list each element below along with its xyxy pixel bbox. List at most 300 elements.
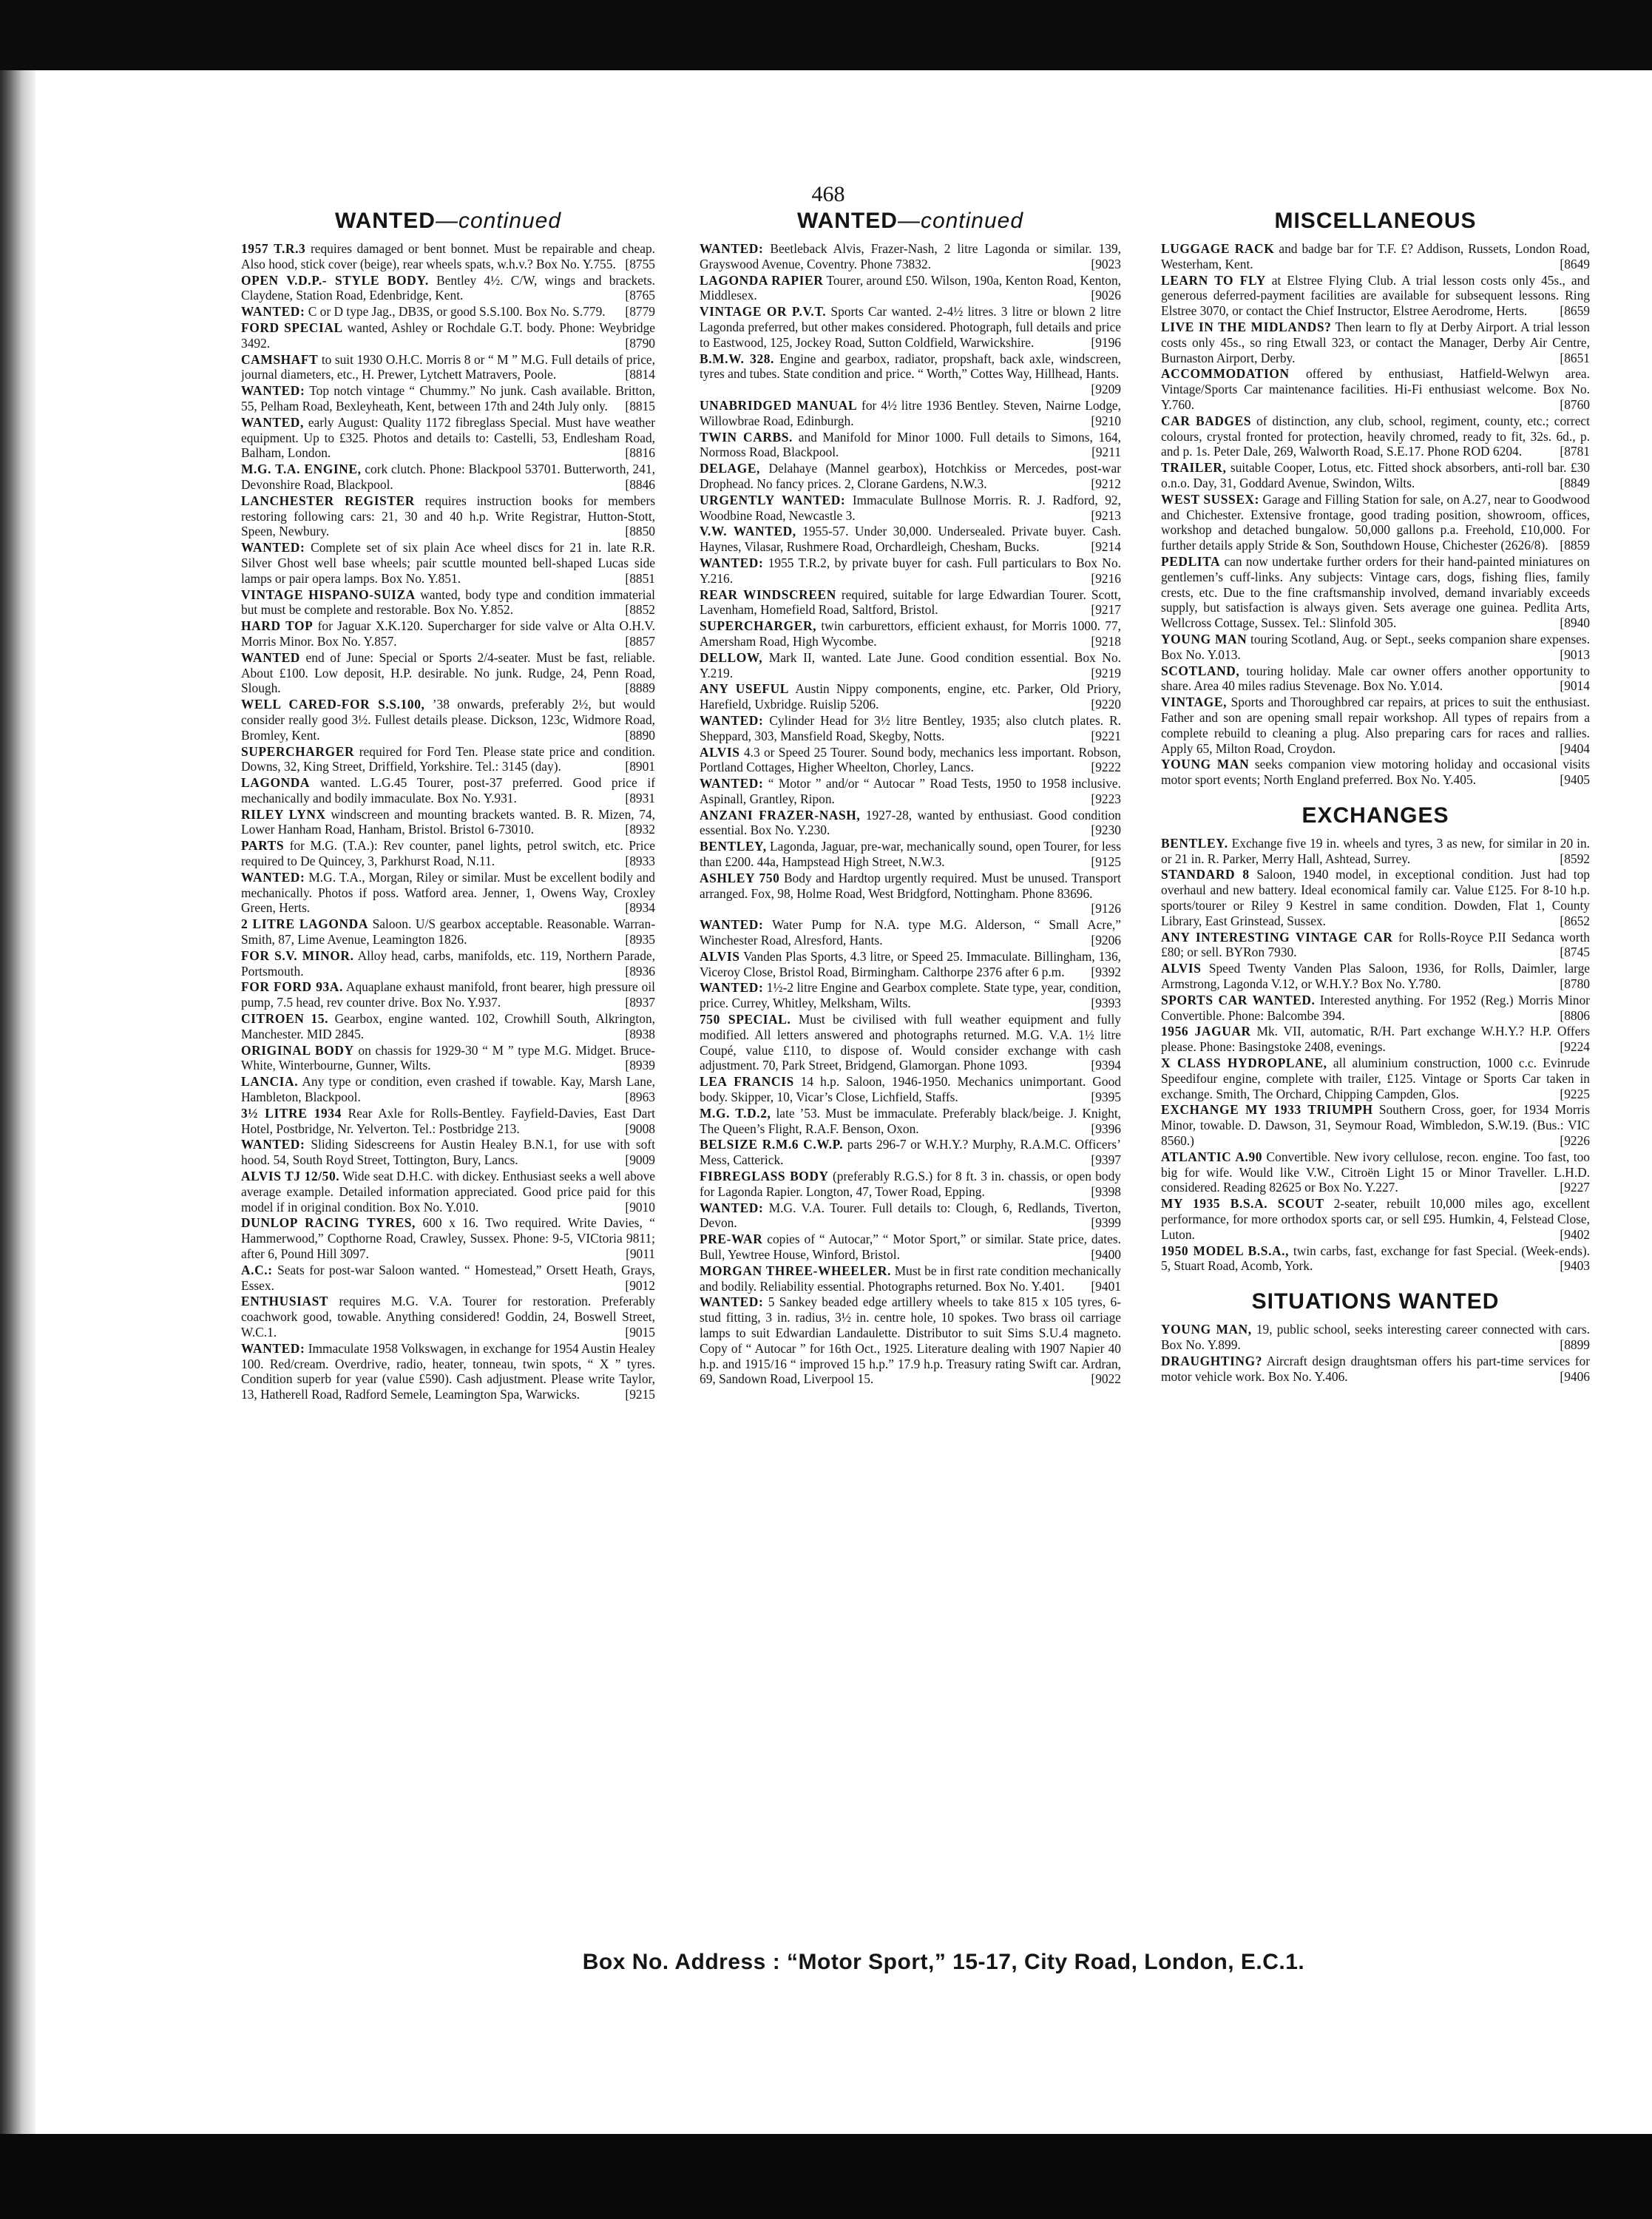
ad-keyword: SUPERCHARGER, [700, 618, 817, 634]
ad-keyword: LANCIA. [241, 1074, 299, 1090]
classified-ad [700, 1294, 1121, 1387]
ad-reference-number: [9010 [625, 1199, 655, 1215]
ad-keyword: TWIN CARBS. [700, 429, 793, 445]
classified-ad [700, 618, 1121, 649]
classified-ad [241, 587, 655, 618]
ad-reference-number: [9125 [1091, 854, 1121, 870]
ad-text: cork clutch. Phone: Blackpool 53701. Butterworth, 241, Devonshire Road, Blackpool. [241, 462, 655, 492]
ad-reference-number: [8938 [625, 1026, 655, 1041]
classified-ad [1161, 1102, 1590, 1148]
classified-ad [1161, 993, 1590, 1024]
ad-text: Complete set of six plain Ace wheel discs for 21 in. late R.R. Silver Ghost well base wheels; pair scuttle mounted bell-shaped Lucas side lamps or pair opera lamps. Box No. Y.851. [241, 540, 655, 586]
ad-text: wanted, body type and condition immaterial but must be complete and restorable. Box No. Y.852. [241, 587, 655, 618]
classified-ad [1161, 663, 1590, 695]
column-wanted-continued-left [241, 207, 655, 1939]
ad-keyword: FOR S.V. MINOR. [241, 948, 354, 963]
ad-reference-number: [8852 [625, 602, 655, 618]
classified-ad [241, 650, 655, 696]
ad-keyword: ANY INTERESTING VINTAGE CAR [1161, 929, 1393, 945]
ad-reference-number: [8936 [625, 963, 655, 979]
ad-text: requires instruction books for members restoring following cars: 21, 30 and 40 h.p. Write Registrar, Hutton-Stott, Speen, Newbury. [241, 493, 655, 539]
ad-reference-number: [9400 [1091, 1247, 1121, 1262]
ad-text: on chassis for 1929-30 “ M ” type M.G. Midget. Bruce-White, Winterbourne, Gunner, Wilts. [241, 1042, 655, 1073]
classified-ad [241, 838, 655, 869]
ad-text: touring holiday. Male car owner offers another opportunity to share. Area 40 miles radius Stevenage. Box No. Y.014. [1161, 663, 1590, 694]
classified-ad [700, 351, 1121, 397]
scan-bottom-border [0, 2134, 1652, 2219]
ad-keyword: OPEN V.D.P.- STYLE BODY. [241, 272, 429, 288]
ad-reference-number: [9225 [1560, 1086, 1590, 1101]
classified-ad [700, 949, 1121, 980]
ad-reference-number: [9196 [1091, 334, 1121, 350]
ad-text: parts 296-7 or W.H.Y.? Murphy, R.A.M.C. Officers’ Mess, Catterick. [700, 1137, 1121, 1168]
ad-keyword: FORD SPECIAL [241, 320, 343, 335]
ad-list [1161, 241, 1590, 788]
ad-reference-number: [8755 [625, 256, 655, 271]
classified-ad [1161, 273, 1590, 319]
section-heading-exchanges: EXCHANGES [1301, 803, 1449, 828]
ad-reference-number: [8781 [1560, 444, 1590, 459]
classified-ad [241, 979, 655, 1010]
ad-reference-number: [8806 [1560, 1007, 1590, 1023]
classified-ad [241, 916, 655, 948]
ad-keyword: ASHLEY 750 [700, 870, 780, 885]
ad-text: Water Pump for N.A. type M.G. Alderson, “ Small Acre,” Winchester Road, Alresford, Hants. [700, 917, 1121, 948]
classified-ad [241, 1011, 655, 1042]
ad-keyword: CAMSHAFT [241, 351, 319, 367]
ad-keyword: WANTED: [241, 540, 305, 555]
ad-text: Must be in first rate condition mechanically and bodily. Reliability essential. Photographs returned. Box No. Y.401. [700, 1263, 1121, 1294]
classified-ad [241, 540, 655, 586]
ad-text: offered by enthusiast, Hatfield-Welwyn area. Vintage/Sports Car maintenance facilities. Hi-Fi enthusiast welcome. Box No. Y.760. [1161, 366, 1590, 412]
ad-reference-number: [8901 [625, 759, 655, 774]
ad-text: early August: Quality 1172 fibreglass Special. Must have weather equipment. Up to £325. Photos and details to: Castelli, 53, Endlesham Road, Balham, London. [241, 414, 655, 461]
classified-ad [700, 745, 1121, 776]
ad-keyword: WANTED, [241, 414, 304, 430]
ad-text: seeks companion view motoring holiday and occasional visits motor sport events; North England preferred. Box No. Y.405. [1161, 757, 1590, 788]
classified-ad [1161, 632, 1590, 663]
ad-text: requires damaged or bent bonnet. Must be repairable and cheap. Also hood, stick cover (beige), rear wheels spats, w.h.v.? Box No. Y.755. [241, 241, 655, 271]
ad-keyword: BELSIZE R.M.6 C.W.P. [700, 1137, 844, 1152]
ad-keyword: ALVIS TJ 12/50. [241, 1169, 340, 1184]
ad-keyword: LUGGAGE RACK [1161, 241, 1275, 256]
ad-keyword: WANTED: [700, 241, 764, 256]
ad-reference-number: [8933 [625, 854, 655, 869]
classified-ad [1161, 241, 1590, 272]
ad-keyword: REAR WINDSCREEN [700, 587, 836, 602]
ad-keyword: ACCOMMODATION [1161, 366, 1290, 382]
classified-ad [241, 462, 655, 493]
ad-reference-number: [8659 [1560, 303, 1590, 319]
ad-keyword: LEARN TO FLY [1161, 272, 1266, 288]
ad-text: Bentley 4½. C/W, wings and brackets. Claydene, Station Road, Edenbridge, Kent. [241, 272, 655, 303]
classified-ad [1161, 366, 1590, 412]
ad-text: Wide seat D.H.C. with dickey. Enthusiast seeks a well above average example. Detailed information appreciated. Good price paid for this model if in original condition. Box No. Y.010. [241, 1169, 655, 1215]
ad-keyword: VINTAGE, [1161, 695, 1228, 710]
classified-ad [241, 1294, 655, 1340]
ad-reference-number: [9395 [1091, 1090, 1121, 1105]
ad-text: for 4½ litre 1936 Bentley. Steven, Nairne Lodge, Willowbrae Road, Edinburgh. [700, 397, 1121, 428]
classified-ad [700, 1012, 1121, 1073]
classified-ad [700, 681, 1121, 712]
ad-keyword: 3½ LITRE 1934 [241, 1105, 342, 1121]
ad-keyword: DELLOW, [700, 649, 763, 665]
ad-reference-number: [8899 [1560, 1337, 1590, 1352]
ad-reference-number: [9008 [625, 1121, 655, 1136]
ad-text: Lagonda, Jaguar, pre-war, mechanically sound, open Tourer, for less than £200. 44a, Hampstead High Street, N.W.3. [700, 839, 1121, 870]
ad-text: 600 x 16. Two required. Write Davies, “ Hammerwood,” Copthorne Road, Crawley, Sussex. Phone: 9-5, VICtoria 9811; after 6, Pound Hill 3097. [241, 1215, 655, 1261]
ad-reference-number: [9396 [1091, 1121, 1121, 1136]
classified-ad [1161, 836, 1590, 867]
ad-reference-number: [8939 [625, 1058, 655, 1073]
ad-keyword: LAGONDA RAPIER [700, 272, 824, 288]
ad-reference-number: [8790 [625, 335, 655, 351]
ad-text: Mark II, wanted. Late June. Good condition essential. Box No. Y.219. [700, 649, 1121, 680]
classified-ad [700, 917, 1121, 948]
ad-text: ’38 onwards, preferably 2½, but would consider really good 3½. Fullest details please. Dickson, 123c, Widmore Road, Bromley, Kent. [241, 697, 655, 743]
classified-ad [1161, 492, 1590, 553]
ad-keyword: YOUNG MAN, [1161, 1322, 1252, 1337]
ad-text: Saloon. U/S gearbox acceptable. Reasonable. Warran-Smith, 87, Lime Avenue, Leamington 1826. [241, 916, 655, 948]
ad-text: Mk. VII, automatic, R/H. Part exchange W.H.Y.? H.P. Offers please. Phone: Basingstoke 2408, evenings. [1161, 1024, 1590, 1055]
ad-keyword: PARTS [241, 838, 285, 854]
classified-ad [241, 1215, 655, 1261]
ad-text: Any type or condition, even crashed if towable. Kay, Marsh Lane, Hambleton, Blackpool. [241, 1074, 655, 1105]
ad-reference-number: [9397 [1091, 1152, 1121, 1168]
ad-keyword: ANZANI FRAZER-NASH, [700, 807, 861, 823]
ad-reference-number: [9026 [1091, 288, 1121, 303]
ad-keyword: X CLASS HYDROPLANE, [1161, 1056, 1327, 1071]
ad-text: Garage and Filling Station for sale, on A.27, near to Goodwood and Chichester. Extensive frontage, good trading position, showroom, offices, workshop and detached bungalow. 50,000 gallons p.a. Freehold, £10,000. For further details apply Stride & Son, Southdown House, Chichester (2626/8). [1161, 491, 1590, 553]
ad-text: wanted. L.G.45 Tourer, post-37 preferred. Good price if mechanically and bodily immaculate. Box No. Y.931. [241, 775, 655, 805]
ad-keyword: V.W. WANTED, [700, 524, 796, 539]
ad-list [1161, 1322, 1590, 1384]
classified-ad [1161, 460, 1590, 491]
ad-list [1161, 836, 1590, 1274]
ad-keyword: WANTED: [700, 1294, 764, 1310]
classified-ad [241, 1263, 655, 1294]
ad-reference-number: [9023 [1091, 256, 1121, 271]
classified-ad [1161, 1149, 1590, 1195]
classified-ad [1161, 695, 1590, 756]
ad-reference-number: [9022 [1091, 1371, 1121, 1387]
ad-text: windscreen and mounting brackets wanted. B. R. Mizen, 74, Lower Hanham Road, Hanham, Bristol. Bristol 6-73010. [241, 806, 655, 837]
ad-reference-number: [8745 [1560, 945, 1590, 960]
ad-text: and Manifold for Minor 1000. Full details to Simons, 164, Normoss Road, Blackpool. [700, 429, 1121, 460]
ad-reference-number: [9126 [1091, 901, 1121, 916]
ad-keyword: VINTAGE HISPANO-SUIZA [241, 587, 416, 602]
ad-text: and badge bar for T.F. £? Addison, Russets, London Road, Westerham, Kent. [1161, 241, 1590, 271]
ad-reference-number: [9392 [1091, 964, 1121, 979]
ad-text: for M.G. (T.A.): Rev counter, panel lights, petrol switch, etc. Price required to De Quincey, 3, Parkhurst Road, N.11. [241, 838, 655, 869]
ad-reference-number: [9223 [1091, 791, 1121, 806]
ad-keyword: ALVIS [700, 744, 740, 760]
ad-keyword: WELL CARED-FOR S.S.100, [241, 697, 425, 712]
ad-reference-number: [8890 [625, 727, 655, 743]
ad-text: wanted, Ashley or Rochdale G.T. body. Phone: Weybridge 3492. [241, 320, 655, 351]
classified-ad [1161, 1196, 1590, 1242]
ad-keyword: LIVE IN THE MIDLANDS? [1161, 319, 1332, 334]
ad-keyword: LAGONDA [241, 775, 311, 791]
classified-ad [241, 304, 655, 320]
ad-text: Body and Hardtop urgently required. Must be unused. Transport arranged. Fox, 98, Holme Road, West Bridgford, Nottingham. Phone 83696. [700, 870, 1121, 901]
ad-keyword: BENTLEY. [1161, 835, 1228, 851]
ad-text: 1927-28, wanted by enthusiast. Good condition essential. Box No. Y.230. [700, 807, 1121, 838]
ad-keyword: WANTED: [700, 1200, 764, 1215]
classified-ad [241, 870, 655, 916]
classified-ad [700, 650, 1121, 681]
ad-text: Sliding Sidescreens for Austin Healey B.N.1, for use with soft hood. 54, South Royd Street, Tottington, Bury, Lancs. [241, 1137, 655, 1168]
ad-keyword: ORIGINAL BODY [241, 1042, 354, 1058]
ad-text: Interested anything. For 1952 (Reg.) Morris Minor Convertible. Phone: Balcombe 394. [1161, 992, 1590, 1023]
ad-text: copies of “ Autocar,” “ Motor Sport,” or similar. State price, dates. Bull, Yewtree House, Winford, Bristol. [700, 1232, 1121, 1262]
ad-keyword: LEA FRANCIS [700, 1074, 794, 1090]
ad-text: 1955-57. Under 30,000. Undersealed. Private buyer. Cash. Haynes, Vilasar, Rushmere Road, Orchardleigh, Chesham, Bucks. [700, 524, 1121, 555]
ad-keyword: BENTLEY, [700, 839, 767, 854]
ad-text: Beetleback Alvis, Frazer-Nash, 2 litre Lagonda or similar. 139, Grayswood Avenue, Coventry. Phone 73832. [700, 241, 1121, 271]
classified-ad [1161, 413, 1590, 459]
ad-list [700, 241, 1121, 1387]
classified-ad [241, 352, 655, 383]
ad-text: Convertible. New ivory cellulose, recon. engine. Too fast, too big for wife. Would like V.W., Citroën Light 15 or Minor Traveller. L.H.D. considered. Reading 82625 or Box No. Y.227. [1161, 1149, 1590, 1195]
ad-reference-number: [8780 [1560, 976, 1590, 992]
ad-text: Gearbox, engine wanted. 102, Crowhill South, Alkrington, Manchester. MID 2845. [241, 1011, 655, 1041]
ad-keyword: SCOTLAND, [1161, 663, 1240, 678]
ad-reference-number: [9393 [1091, 996, 1121, 1011]
ad-reference-number: [8935 [625, 932, 655, 948]
ad-text: end of June: Special or Sports 2/4-seater. Must be fast, reliable. About £100. Low deposit, H.P. desirable. No junk. Rudge, 24, Penn Road, Slough. [241, 649, 655, 696]
ad-reference-number: [9013 [1560, 646, 1590, 662]
ad-keyword: M.G. T.A. ENGINE, [241, 462, 362, 477]
classified-ad [700, 241, 1121, 272]
classified-ad [1161, 1322, 1590, 1353]
classified-ad [700, 304, 1121, 350]
ad-reference-number: [9220 [1091, 697, 1121, 712]
ad-keyword: 1956 JAGUAR [1161, 1024, 1251, 1039]
ad-text: Saloon, 1940 model, in exceptional condition. Just had top overhaul and new battery. Ideal economical family car. Value £125. For 8-10 h.p. sports/tourer or Riley 9 Kestrel in same condition. Dowden, Flat 1, County Library, East Grinstead, Sussex. [1161, 867, 1590, 928]
classified-ad [241, 1074, 655, 1105]
ad-keyword: DUNLOP RACING TYRES, [241, 1215, 416, 1231]
ad-text: C or D type Jag., DB3S, or good S.S.100. Box No. S.779. [308, 304, 606, 320]
ad-keyword: ALVIS [700, 948, 740, 964]
ad-keyword: FIBREGLASS BODY [700, 1169, 829, 1184]
classified-ad [700, 980, 1121, 1011]
ad-text: Tourer, around £50. Wilson, 190a, Kenton Road, Kenton, Middlesex. [700, 272, 1121, 303]
ad-keyword: RILEY LYNX [241, 806, 326, 822]
ad-keyword: A.C.: [241, 1262, 273, 1277]
ad-text: suitable Cooper, Lotus, etc. Fitted shock absorbers, anti-roll bar. £30 o.n.o. Day, 31, Goddard Avenue, Swindon, Wilts. [1161, 460, 1590, 490]
classified-ad [700, 871, 1121, 916]
ad-text: Alloy head, carbs, manifolds, etc. 119, Northern Parade, Portsmouth. [241, 948, 655, 979]
ad-reference-number: [8849 [1560, 475, 1590, 490]
ad-keyword: STANDARD 8 [1161, 867, 1250, 882]
ad-reference-number: [8963 [625, 1090, 655, 1105]
classified-ad [700, 493, 1121, 524]
ad-keyword: PEDLITA [1161, 553, 1221, 569]
ad-text: 1½-2 litre Engine and Gearbox complete. State type, year, condition, price. Currey, Whitley, Melksham, Wilts. [700, 980, 1121, 1011]
ad-keyword: WANTED: [241, 304, 305, 320]
classified-ad [1161, 1243, 1590, 1274]
ad-text: late ’53. Must be immaculate. Preferably black/beige. J. Knight, The Queen’s Flight, R.A.F. Benson, Oxon. [700, 1105, 1121, 1136]
ad-reference-number: [8816 [625, 445, 655, 461]
ad-keyword: 750 SPECIAL. [700, 1012, 791, 1027]
ad-reference-number: [8889 [625, 680, 655, 696]
ad-reference-number: [8932 [625, 822, 655, 837]
ad-reference-number: [9014 [1560, 678, 1590, 694]
ad-keyword: PRE-WAR [700, 1232, 763, 1247]
ad-list [241, 241, 655, 1402]
ad-reference-number: [8760 [1560, 396, 1590, 412]
classified-ad [241, 1169, 655, 1215]
ad-text: Aquaplane exhaust manifold, front bearer, high pressure oil pump, 7.5 head, rev counter drive. Box No. Y.937. [241, 979, 655, 1010]
ad-reference-number: [8592 [1560, 851, 1590, 866]
classified-ad [241, 807, 655, 838]
classified-ad [700, 1263, 1121, 1294]
classified-ad [241, 1341, 655, 1402]
ad-keyword: MY 1935 B.S.A. SCOUT [1161, 1196, 1324, 1212]
ad-text: Speed Twenty Vanden Plas Saloon, 1936, for Rolls, Daimler, large Armstrong, Lagonda V.12, or W.H.Y.? Box No. Y.780. [1161, 961, 1590, 992]
ad-reference-number: [9217 [1091, 602, 1121, 618]
classified-ad [700, 1074, 1121, 1105]
classified-ad [241, 1137, 655, 1168]
ad-reference-number: [8934 [625, 900, 655, 916]
classified-ad [700, 1169, 1121, 1200]
ad-keyword: FOR FORD 93A. [241, 979, 343, 995]
ad-keyword: ANY USEFUL [700, 681, 789, 697]
section-heading-miscellaneous: MISCELLANEOUS [1274, 209, 1477, 233]
ad-text: can now undertake further orders for their hand-painted miniatures on gentlemen’s cuff-links. Any subjects: Vintage cars, dogs, fishing flies, family crests, etc. Due to the fine craftsmanship involved, demand invariably exceeds supply, but satisfaction is always given. Sets average one guinea. Pedlita Arts, Wellcross Cottage, Sussex. Tel.: Slinfold 305. [1161, 553, 1590, 631]
classified-ad [241, 697, 655, 743]
ad-text: at Elstree Flying Club. A trial lesson costs only 45s., and generous deferred-payment facilities are available for subsequent lessons. Ring Elstree 3070, or contact the Chief Instructor, Elstree Aerodrome, Herts. [1161, 272, 1590, 319]
classified-ad [700, 273, 1121, 304]
classified-ad [241, 1043, 655, 1074]
ad-keyword: M.G. T.D.2, [700, 1105, 771, 1121]
ad-keyword: VINTAGE OR P.V.T. [700, 304, 827, 320]
classified-ad [241, 273, 655, 304]
classified-ad [700, 398, 1121, 429]
ad-keyword: 1957 T.R.3 [241, 241, 306, 256]
column-classifieds-right [1161, 207, 1590, 1939]
ad-reference-number: [8765 [625, 288, 655, 303]
classified-ad [241, 1106, 655, 1137]
classified-ad [241, 493, 655, 539]
classified-ad [241, 948, 655, 979]
classified-ad [700, 1200, 1121, 1232]
classified-ad [1161, 1354, 1590, 1385]
box-number-address-footer: Box No. Address : “Motor Sport,” 15-17, City Road, London, E.C.1. [582, 1950, 1305, 1974]
ad-reference-number: [8850 [625, 524, 655, 539]
ad-text: Austin Nippy components, engine, etc. Parker, Old Priory, Harefield, Uxbridge. Ruislip 5206. [700, 681, 1121, 712]
ad-reference-number: [9224 [1560, 1039, 1590, 1055]
classified-ad [241, 415, 655, 461]
ad-reference-number: [8652 [1560, 913, 1590, 928]
ad-keyword: TRAILER, [1161, 460, 1227, 476]
ad-keyword: URGENTLY WANTED: [700, 492, 846, 507]
ad-keyword: DELAGE, [700, 461, 760, 476]
ad-text: “ Motor ” and/or “ Autocar ” Road Tests, 1950 to 1958 inclusive. Aspinall, Grantley, Ripon. [700, 776, 1121, 806]
classified-ad [700, 461, 1121, 492]
ad-reference-number: [9405 [1560, 772, 1590, 788]
classified-ad [241, 320, 655, 351]
ad-reference-number: [9401 [1091, 1278, 1121, 1294]
ad-keyword: ALVIS [1161, 961, 1202, 976]
ad-reference-number: [9219 [1091, 665, 1121, 680]
ad-text: required, suitable for large Edwardian Tourer. Scott, Lavenham, Homefield Road, Saltford, Bristol. [700, 587, 1121, 618]
ad-reference-number: [8814 [625, 367, 655, 382]
ad-text: Rear Axle for Rolls-Bentley. Fayfield-Davies, East Dart Hotel, Postbridge, Nr. Yelverton. Tel.: Postbridge 213. [241, 1105, 655, 1136]
classified-ad [241, 618, 655, 649]
ad-keyword: WANTED: [241, 869, 305, 885]
ad-keyword: WANTED: [700, 776, 764, 791]
ad-text: M.G. T.A., Morgan, Riley or similar. Must be excellent bodily and mechanically. Photos if poss. Watford area. Jenner, 1, Owens Way, Croxley Green, Herts. [241, 869, 655, 916]
ad-text: 4.3 or Speed 25 Tourer. Sound body, mechanics less important. Robson, Portland Cottages, Higher Wheelton, Chorley, Lancs. [700, 744, 1121, 775]
ad-text: Delahaye (Mannel gearbox), Hotchkiss or Mercedes, post-war Drophead. No fancy prices. 2, Clorane Gardens, N.W.3. [700, 461, 1121, 491]
ad-reference-number: [9230 [1091, 823, 1121, 838]
ad-keyword: ENTHUSIAST [241, 1294, 329, 1309]
scan-top-border [0, 0, 1652, 70]
ad-reference-number: [9012 [625, 1277, 655, 1293]
ad-keyword: WEST SUSSEX: [1161, 491, 1260, 507]
classified-ad [1161, 930, 1590, 961]
ad-text: Aircraft design draughtsman offers his part-time services for motor vehicle work. Box No. Y.406. [1161, 1353, 1590, 1384]
classified-ad [1161, 1024, 1590, 1055]
ad-text: Immaculate Bullnose Morris. R. J. Radford, 92, Woodbine Road, Newcastle 3. [700, 492, 1121, 523]
page-number: 468 [811, 182, 845, 206]
ad-text: to suit 1930 O.H.C. Morris 8 or “ M ” M.G. Full details of price, journal diameters, etc., H. Prewer, Lytchett Matravers, Poole. [241, 351, 655, 382]
scan-binding-edge [0, 70, 35, 2134]
section-heading: WANTED—continued [334, 209, 562, 233]
ad-reference-number: [8931 [625, 790, 655, 805]
ad-text: Then learn to fly at Derby Airport. A trial lesson costs only 45s., so ring Etwall 323, or contact the Manager, Derby Air Centre, Burnaston Airport, Derby. [1161, 319, 1590, 365]
ad-reference-number: [8859 [1560, 538, 1590, 553]
ad-keyword: MORGAN THREE-WHEELER. [700, 1263, 892, 1278]
ad-text: Southern Cross, goer, for 1934 Morris Minor, towable. D. Dawson, 31, Seymour Road, Wimbledon, S.W.19. (Bus.: VIC 8560.) [1161, 1102, 1590, 1149]
ad-reference-number: [9009 [625, 1152, 655, 1168]
ad-text: Seats for post-war Saloon wanted. “ Homestead,” Orsett Heath, Grays, Essex. [241, 1262, 655, 1293]
section-heading-situations-wanted: SITUATIONS WANTED [1251, 1289, 1500, 1314]
ad-reference-number: [9399 [1091, 1215, 1121, 1231]
ad-text: Vanden Plas Sports, 4.3 litre, or Speed 25. Immaculate. Billingham, 136, Viceroy Close, Bristol Road, Birmingham. Calthorpe 2376 after 6 p.m. [700, 948, 1121, 979]
ad-text: Immaculate 1958 Volkswagen, in exchange for 1954 Austin Healey 100. Red/cream. Overdrive, radio, heater, tonneau, twin spots, “ X ” tyres. Condition superb for year (value £590). Cash adjustment. Please write Taylor, 13, Hatherell Road, Radford Semele, Leamington Spa, Warwicks. [241, 1340, 655, 1402]
classified-ad [700, 776, 1121, 807]
ad-reference-number: [9210 [1091, 413, 1121, 428]
ad-keyword: WANTED: [241, 1340, 305, 1356]
ad-reference-number: [9011 [626, 1246, 655, 1261]
ad-keyword: LANCHESTER REGISTER [241, 493, 415, 508]
ad-reference-number: [8815 [625, 398, 655, 413]
classified-ad [1161, 320, 1590, 365]
ad-keyword: WANTED: [241, 383, 305, 399]
ad-reference-number: [8940 [1560, 615, 1590, 631]
ad-text: for Rolls-Royce P.II Sedanca worth £80; or sell. BYRon 7930. [1161, 929, 1590, 960]
ad-keyword: ATLANTIC A.90 [1161, 1149, 1263, 1164]
ad-reference-number: [9216 [1091, 570, 1121, 586]
ad-reference-number: [9394 [1091, 1058, 1121, 1073]
ad-text: for Jaguar X.K.120. Supercharger for side valve or Alta O.H.V. Morris Minor. Box No. Y.857. [241, 618, 655, 649]
classified-ad [1161, 1056, 1590, 1101]
ad-keyword: B.M.W. 328. [700, 351, 774, 366]
column-wanted-continued-middle [700, 207, 1121, 1939]
ad-reference-number: [9215 [625, 1387, 655, 1402]
ad-reference-number: [9403 [1560, 1258, 1590, 1274]
ad-reference-number: [9221 [1091, 728, 1121, 743]
ad-reference-number: [8846 [625, 476, 655, 492]
classified-ad [700, 839, 1121, 870]
ad-reference-number: [8937 [625, 995, 655, 1010]
ad-text: 1955 T.R.2, by private buyer for cash. Full particulars to Box No. Y.216. [700, 555, 1121, 586]
ad-reference-number: [8851 [625, 570, 655, 586]
ad-text: required for Ford Ten. Please state price and condition. Downs, 32, King Street, Driffield, Yorkshire. Tel.: 3145 (day). [241, 743, 655, 774]
